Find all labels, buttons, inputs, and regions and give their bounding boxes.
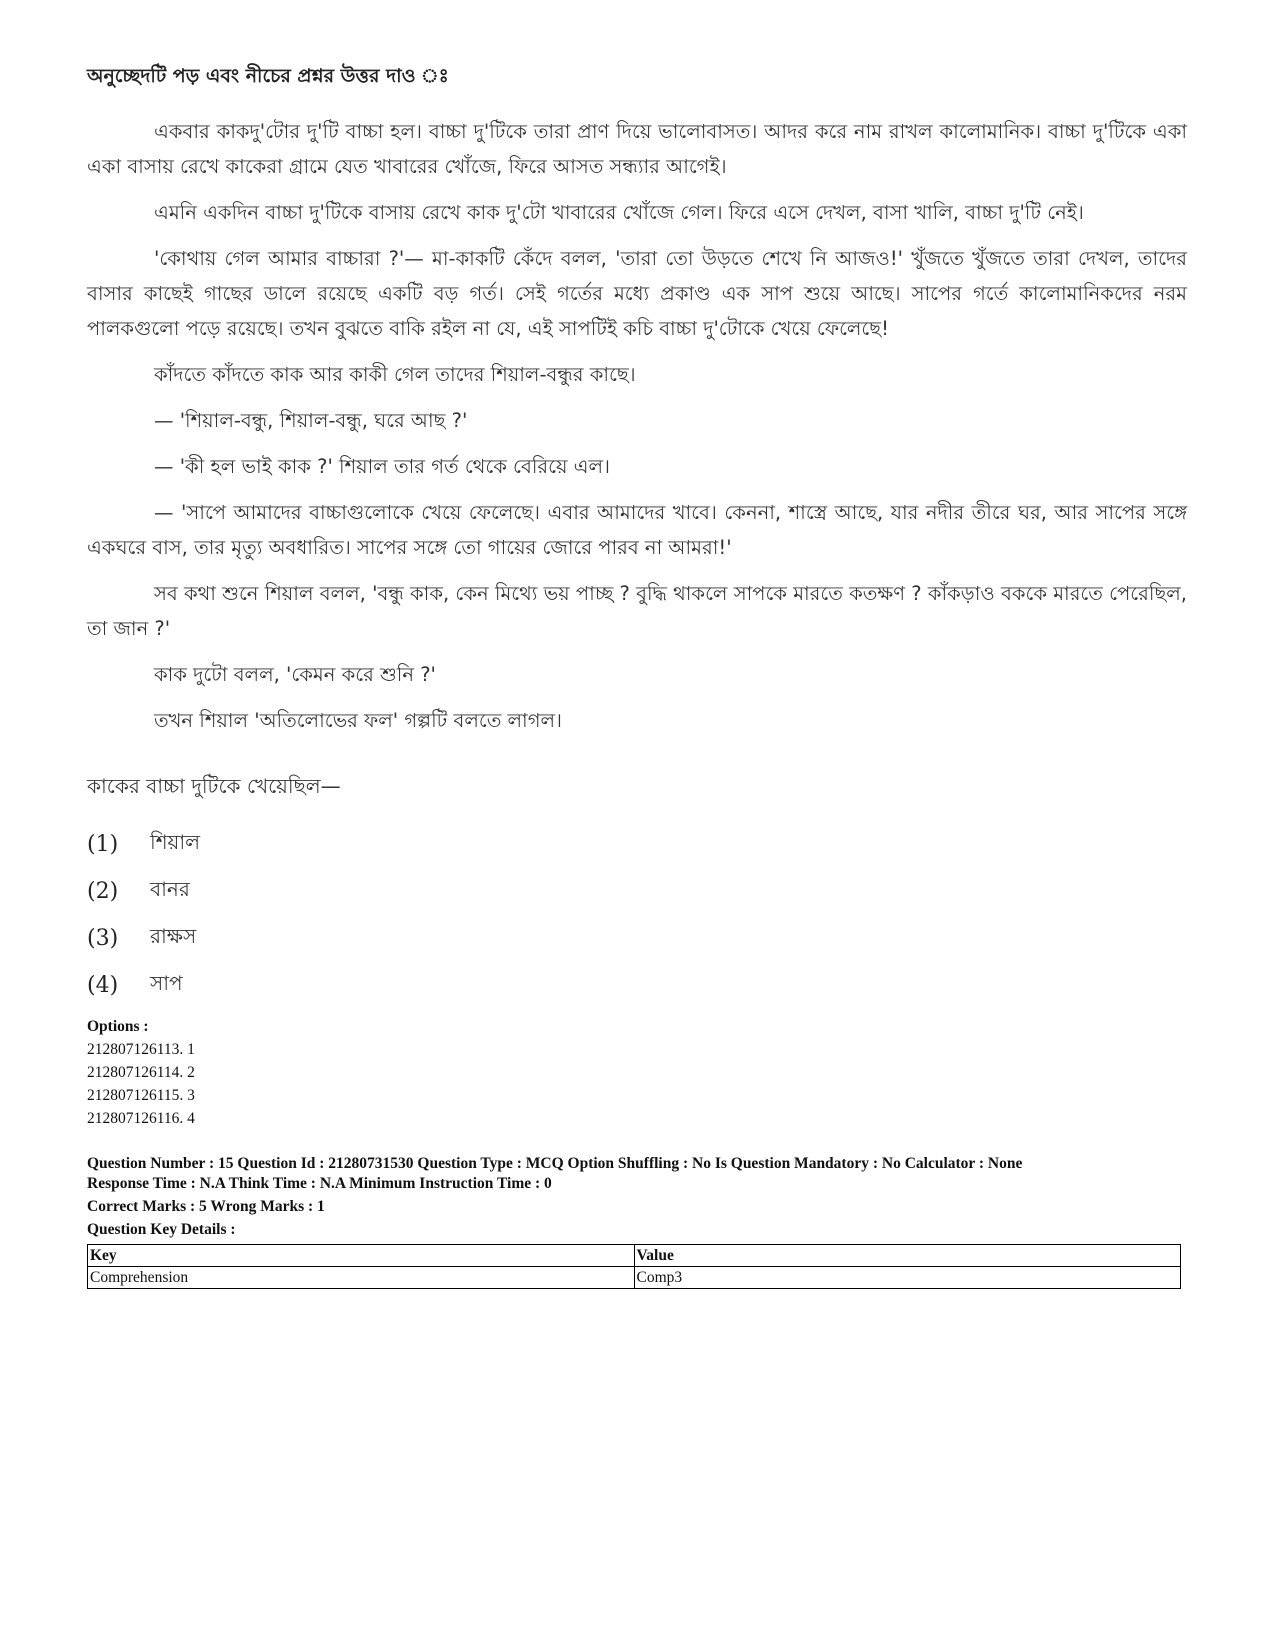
options-label: Options : bbox=[87, 1018, 149, 1035]
answer-choice[interactable] bbox=[87, 821, 1187, 868]
option-id-item: 212807126114. 2 bbox=[87, 1064, 195, 1081]
option-id-item: 212807126113. 1 bbox=[87, 1041, 195, 1058]
answer-choice[interactable] bbox=[87, 868, 1187, 915]
choice-text: শিয়াল bbox=[150, 830, 201, 854]
choice-text: সাপ bbox=[150, 971, 183, 995]
marks-info-line: Correct Marks : 5 Wrong Marks : 1 bbox=[87, 1198, 325, 1215]
question-stem: কাকের বাচ্চা দুটিকে খেয়েছিল— bbox=[87, 774, 341, 798]
table-row bbox=[88, 1267, 1181, 1289]
option-ids bbox=[87, 1015, 1187, 1130]
choice-number: (2) bbox=[87, 879, 119, 904]
table-cell: Comprehension bbox=[88, 1267, 635, 1289]
choice-number: (1) bbox=[87, 832, 119, 857]
table-cell: Comp3 bbox=[634, 1267, 1181, 1289]
passage-paragraph: — 'শিয়াল-বন্ধু, শিয়াল-বন্ধু, ঘরে আছ ?' bbox=[154, 409, 468, 432]
comprehension-passage bbox=[87, 62, 1187, 738]
passage-paragraph: — 'সাপে আমাদের বাচ্চাগুলোকে খেয়ে ফেলেছে। এবার আমাদের খাবে। কেননা, শাস্ত্রে আছে, যার নদীর তীরে ঘর, আর সাপের সঙ্গে একঘরে বাস, তার মৃত্যু অবধারিত। সাপের সঙ্গে তো গায়ের জোরে পারব না আমরা!' bbox=[87, 501, 1187, 559]
passage-paragraph: 'কোথায় গেল আমার বাচ্চারা ?'— মা-কাকটি কেঁদে বলল, 'তারা তো উড়তে শেখে নি আজও!' খুঁজতে খুঁজতে তারা দেখল, তাদের বাসার কাছেই গাছের ডালে রয়েছে একটি বড় গর্ত। সেই গর্তের মধ্যে প্রকাণ্ড এক সাপ শুয়ে আছে। সাপের গর্তে কালোমানিকদের নরম পালকগুলো পড়ে রয়েছে। তখন বুঝতে বাকি রইল না যে, এই সাপটিই কচি বাচ্চা দু'টোকে খেয়ে ফেলেছে! bbox=[87, 247, 1187, 340]
passage-paragraph: — 'কী হল ভাই কাক ?' শিয়াল তার গর্ত থেকে বেরিয়ে এল। bbox=[154, 455, 610, 478]
question-page bbox=[87, 62, 1187, 1289]
answer-choice[interactable] bbox=[87, 915, 1187, 962]
table-header-row bbox=[88, 1245, 1181, 1267]
passage-paragraph: এমনি একদিন বাচ্চা দু'টিকে বাসায় রেখে কাক দু'টো খাবারের খোঁজে গেল। ফিরে এসে দেখল, বাসা খালি, বাচ্চা দু'টি নেই। bbox=[154, 201, 1084, 224]
option-id-item: 212807126116. 4 bbox=[87, 1110, 195, 1127]
choice-number: (4) bbox=[87, 973, 119, 998]
passage-paragraph: একবার কাকদু'টোর দু'টি বাচ্চা হল। বাচ্চা দু'টিকে তারা প্রাণ দিয়ে ভালোবাসত। আদর করে নাম রাখল কালোমানিক। বাচ্চা দু'টিকে একা একা বাসায় রেখে কাকেরা গ্রামে যেত খাবারের খোঁজে, ফিরে আসত সন্ধ্যার আগেই। bbox=[87, 120, 1187, 178]
question-metadata bbox=[87, 1154, 1187, 1240]
passage-paragraph: তখন শিয়াল 'অতিলোভের ফল' গল্পটি বলতে লাগল। bbox=[154, 709, 562, 732]
passage-heading: অনুচ্ছেদটি পড় এবং নীচের প্রশ্নর উত্তর দাও ঃ bbox=[87, 65, 449, 87]
answer-choice[interactable] bbox=[87, 962, 1187, 1009]
option-id-item: 212807126115. 3 bbox=[87, 1087, 195, 1104]
question-info-line: Question Number : 15 Question Id : 21280731530 Question Type : MCQ Option Shuffling : No Is Question Mandatory : No Calculator : None bbox=[87, 1155, 1023, 1172]
key-details-label: Question Key Details : bbox=[87, 1221, 236, 1238]
question-key-table bbox=[87, 1244, 1181, 1289]
passage-paragraph: কাঁদতে কাঁদতে কাক আর কাকী গেল তাদের শিয়াল-বন্ধুর কাছে। bbox=[154, 363, 636, 386]
column-header: Value bbox=[634, 1245, 1181, 1267]
column-header: Key bbox=[88, 1245, 635, 1267]
choice-number: (3) bbox=[87, 926, 119, 951]
choice-text: রাক্ষস bbox=[150, 924, 197, 948]
choice-text: বানর bbox=[150, 877, 190, 901]
passage-paragraph: কাক দুটো বলল, 'কেমন করে শুনি ?' bbox=[154, 663, 436, 686]
answer-choices bbox=[87, 821, 1187, 1009]
timing-info-line: Response Time : N.A Think Time : N.A Minimum Instruction Time : 0 bbox=[87, 1175, 552, 1192]
passage-paragraph: সব কথা শুনে শিয়াল বলল, 'বন্ধু কাক, কেন মিথ্যে ভয় পাচ্ছ ? বুদ্ধি থাকলে সাপকে মারতে কতক্ষণ ? কাঁকড়াও বককে মারতে পেরেছিল, তা জান ?' bbox=[87, 582, 1187, 640]
